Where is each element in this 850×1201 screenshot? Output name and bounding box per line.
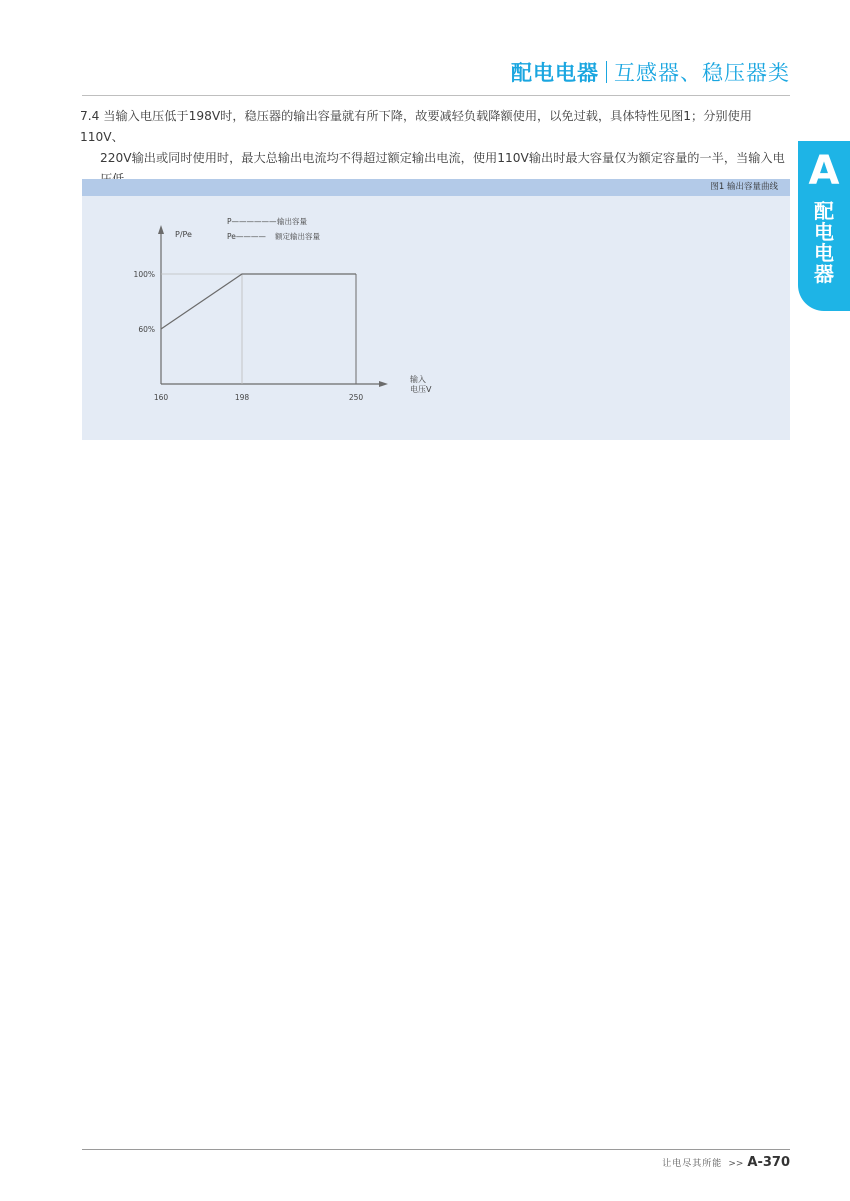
x-axis-label-line1: 输入 [410, 375, 426, 384]
header-rule [82, 95, 790, 96]
x-axis-label-line2: 电压V [410, 385, 432, 394]
section-label-char: 配 [814, 199, 834, 223]
x-tick-label: 160 [153, 393, 169, 402]
y-tick-label: 100% [133, 270, 155, 279]
y-axis-arrow [158, 225, 164, 234]
x-tick-label: 198 [234, 393, 250, 402]
section-letter: A [808, 148, 840, 194]
x-tick-label: 250 [348, 393, 364, 402]
footer-rule [82, 1149, 790, 1150]
section-label-char: 器 [814, 262, 834, 286]
output-capacity-chart [82, 179, 790, 440]
y-axis-label: P/Pe [175, 230, 192, 239]
page-number: A-370 [747, 1155, 790, 1170]
footer-slogan: 让电尽其所能 [662, 1159, 723, 1169]
section-label-char: 电 [814, 241, 834, 265]
header-divider [606, 61, 607, 83]
section-tab [798, 141, 850, 311]
header-category: 配电电器 [511, 61, 599, 85]
figure-panel [82, 179, 790, 440]
legend-symbol-p: P—————— [227, 217, 277, 226]
page-footer [662, 1155, 790, 1170]
section-label-char: 电 [814, 220, 834, 244]
y-tick-label: 60% [138, 325, 155, 334]
paragraph-line-1: 7.4 当输入电压低于198V时，稳压器的输出容量就有所下降，故要减轻负载降额使用，以免过载，具体特性见图1；分别使用110V、 [80, 109, 752, 144]
header-subcategory: 互感器、稳压器类 [614, 61, 790, 85]
legend-text-p: 输出容量 [277, 217, 307, 226]
footer-arrows: >> [728, 1159, 744, 1169]
figure-caption: 图1 输出容量曲线 [710, 182, 778, 192]
paragraph-line-2: 220V输出或同时使用时，最大总输出电流均不得超过额定输出电流，使用110V输出时最大容量仅为额定容量的一半，当输入电 [100, 151, 785, 165]
section-label [798, 201, 850, 285]
x-axis-arrow [379, 381, 388, 387]
capacity-curve [161, 274, 356, 329]
legend-symbol-pe: Pe———— [227, 232, 266, 241]
legend-text-pe: 额定输出容量 [275, 232, 320, 241]
page-header [511, 52, 790, 92]
